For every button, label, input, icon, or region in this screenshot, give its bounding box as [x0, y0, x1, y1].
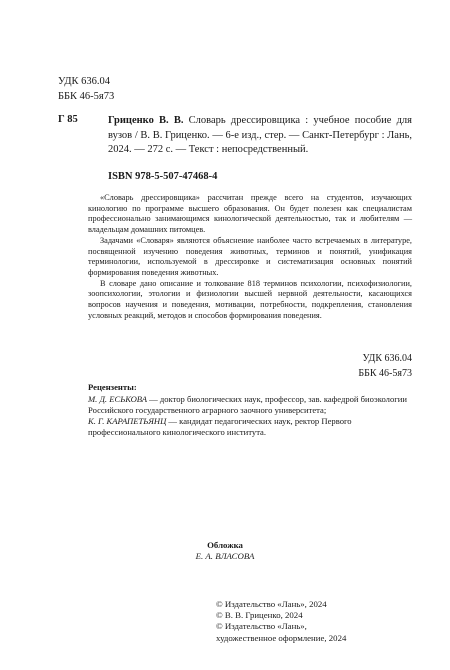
copyright-block: [216, 599, 346, 644]
bbk-code: ББК 46-5я73: [358, 368, 412, 379]
bibliographic-description: Словарь дрессировщика : учебное пособие для вузов / В. В. Гриценко. — 6-е изд., стер. — Санкт-Петербург : Лань, 2024. — 272 с. — Текст : непосредственный.: [108, 115, 412, 155]
isbn: ISBN 978-5-507-47468-4: [108, 171, 218, 182]
annotation-paragraph: «Словарь дрессировщика» рассчитан прежде всего на студентов, изучающих кинологию по программе высшего образования. Он будет полезен как специалистам профессионально занимающимся кинологической деятельностью, так и любителям — владельцам домашних питомцев.: [88, 193, 412, 235]
bbk-code: ББК 46-5я73: [58, 91, 115, 102]
bibliographic-record: [108, 114, 412, 158]
reviewer-entry: [88, 394, 412, 416]
reviewers-title: Рецензенты:: [88, 382, 137, 392]
annotation-paragraph: В словаре дано описание и толкование 818 терминов психологии, психофизиологии, зоопсихологии, этологии и физиологии высшей нервной деятельности, касающихся вопросов научения и поведения, мотивации, потребности, подкрепления, становления условных реакций, методов и способов формирования поведения.: [88, 278, 412, 320]
copyright-line: © Издательство «Лань»,: [216, 621, 307, 632]
reviewer-name: К. Г. КАРАПЕТЬЯНЦ: [88, 416, 167, 426]
author-name: Гриценко В. В.: [108, 115, 184, 126]
udk-code: УДК 636.04: [58, 76, 111, 87]
copyright-line: © Издательство «Лань», 2024: [216, 599, 327, 609]
udk-block-top: [58, 74, 114, 104]
reviewer-description: — доктор биологических наук, профессор, зав. кафедрой биоэкологии Российского государственного аграрного заочного университета;: [88, 394, 407, 415]
reviewer-description: — кандидат педагогических наук, ректор Первого профессионального кинологического института.: [88, 416, 352, 437]
reviewers-list: [88, 394, 412, 438]
cover-label: Обложка: [207, 540, 243, 550]
reviewer-entry: [88, 416, 412, 438]
copyright-line: художественное оформление, 2024: [216, 632, 347, 643]
copyright-line: © В. В. Гриценко, 2024: [216, 610, 303, 621]
udk-code: УДК 636.04: [362, 353, 412, 364]
author-sign: Г 85: [58, 114, 78, 125]
udk-block-bottom: [334, 351, 412, 381]
cover-designer: Е. А. ВЛАСОВА: [195, 551, 255, 561]
annotation: [88, 193, 412, 321]
annotation-paragraph: Задачами «Словаря» являются объяснение наиболее часто встречаемых в литературе, посвященной изучению поведения животных, терминов и понятий, унификация терминологии, используемой в дрессировке и систематизация основных понятий формирования поведения животных.: [88, 235, 412, 277]
reviewer-name: М. Д. ЕСЬКОВА: [88, 394, 147, 404]
